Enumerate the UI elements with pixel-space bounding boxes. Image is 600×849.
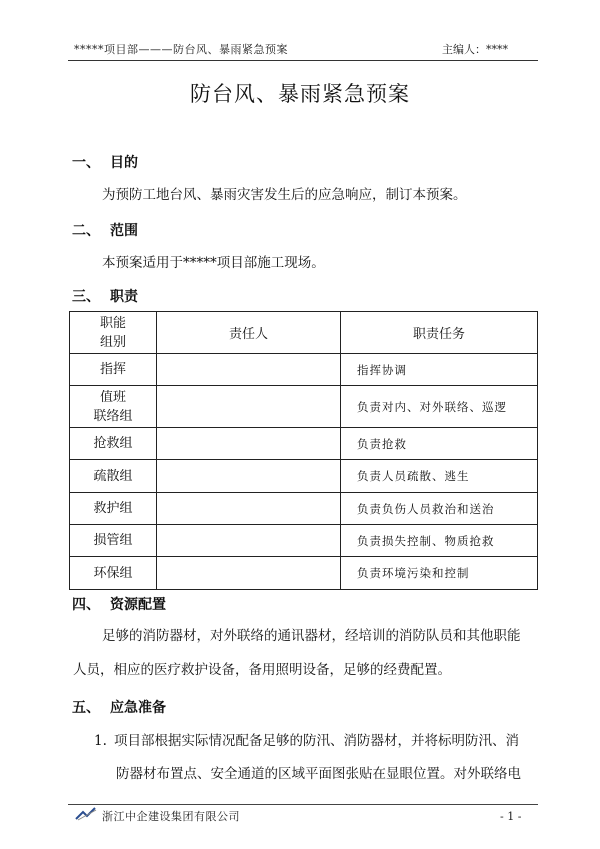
document-title: 防台风、暴雨紧急预案 xyxy=(190,82,410,106)
group-cell: 损管组 xyxy=(70,525,157,557)
table-row xyxy=(70,525,538,557)
purpose-paragraph: 为预防工地台风、暴雨灾害发生后的应急响应，制订本预案。 xyxy=(102,187,467,203)
header-cell-group xyxy=(70,312,157,354)
group-cell: 疏散组 xyxy=(70,460,157,493)
table-row xyxy=(70,557,538,590)
group-cell-line1: 值班 xyxy=(99,389,126,405)
duty-cell: 负责负伤人员救治和送治 xyxy=(341,493,538,525)
table-header-row xyxy=(70,312,538,354)
preparation-item-number: 1. xyxy=(94,733,107,749)
preparation-item-line2: 防器材布置点、安全通道的区域平面图张贴在显眼位置。对外联络电 xyxy=(116,766,521,782)
group-cell: 救护组 xyxy=(70,493,157,525)
section-heading-resources xyxy=(72,594,166,614)
duty-cell: 负责环境污染和控制 xyxy=(341,557,538,590)
company-logo-icon xyxy=(74,806,98,822)
duty-cell: 负责抢救 xyxy=(341,428,538,460)
resources-paragraph-line2: 人员，相应的医疗救护设备，备用照明设备，足够的经费配置。 xyxy=(73,662,451,678)
header-cell-duty: 职责任务 xyxy=(341,312,538,354)
section-number: 三、 xyxy=(72,289,100,305)
person-cell xyxy=(157,525,341,557)
page-number: - 1 - xyxy=(500,810,522,823)
person-cell xyxy=(157,493,341,525)
duty-cell: 指挥协调 xyxy=(341,354,538,386)
section-heading-purpose xyxy=(72,152,138,172)
page-header xyxy=(74,41,536,61)
preparation-item-line1: 项目部根据实际情况配备足够的防汛、消防器材，并将标明防汛、消 xyxy=(114,733,519,749)
header-divider xyxy=(68,60,538,61)
header-group-line1: 职能 xyxy=(99,315,126,331)
section-number: 一、 xyxy=(72,155,100,171)
table-row xyxy=(70,428,538,460)
group-cell: 指挥 xyxy=(70,354,157,386)
group-cell xyxy=(70,386,157,428)
header-group-line2: 组别 xyxy=(99,334,126,350)
person-cell xyxy=(157,354,341,386)
section-number: 五、 xyxy=(72,700,100,716)
section-title: 应急准备 xyxy=(110,700,166,716)
section-number: 四、 xyxy=(72,597,100,613)
section-title: 资源配置 xyxy=(110,597,166,613)
section-heading-duties xyxy=(72,286,138,306)
section-title: 职责 xyxy=(110,289,138,305)
section-number: 二、 xyxy=(72,223,100,239)
duty-cell: 负责对内、对外联络、巡逻 xyxy=(341,386,538,428)
section-title: 目的 xyxy=(110,155,138,171)
group-cell: 抢救组 xyxy=(70,428,157,460)
footer-divider xyxy=(68,804,538,805)
section-title: 范围 xyxy=(110,223,138,239)
header-project-title: *****项目部———防台风、暴雨紧急预案 xyxy=(74,43,288,56)
duty-cell: 负责人员疏散、逃生 xyxy=(341,460,538,493)
person-cell xyxy=(157,557,341,590)
header-editor: 主编人：**** xyxy=(442,43,508,56)
scope-paragraph: 本预案适用于*****项目部施工现场。 xyxy=(102,255,325,271)
duty-table xyxy=(69,311,538,590)
group-cell-line2: 联络组 xyxy=(93,408,133,424)
group-cell: 环保组 xyxy=(70,557,157,590)
resources-paragraph-line1: 足够的消防器材，对外联络的通讯器材，经培训的消防队员和其他职能 xyxy=(102,628,521,644)
table-row xyxy=(70,493,538,525)
section-heading-preparation xyxy=(72,697,166,717)
table-row xyxy=(70,460,538,493)
person-cell xyxy=(157,460,341,493)
person-cell xyxy=(157,386,341,428)
section-heading-scope xyxy=(72,220,138,240)
footer-company-name: 浙江中企建设集团有限公司 xyxy=(102,810,240,823)
duty-cell: 负责损失控制、物质抢救 xyxy=(341,525,538,557)
table-row xyxy=(70,386,538,428)
table-row xyxy=(70,354,538,386)
header-cell-person: 责任人 xyxy=(157,312,341,354)
person-cell xyxy=(157,428,341,460)
